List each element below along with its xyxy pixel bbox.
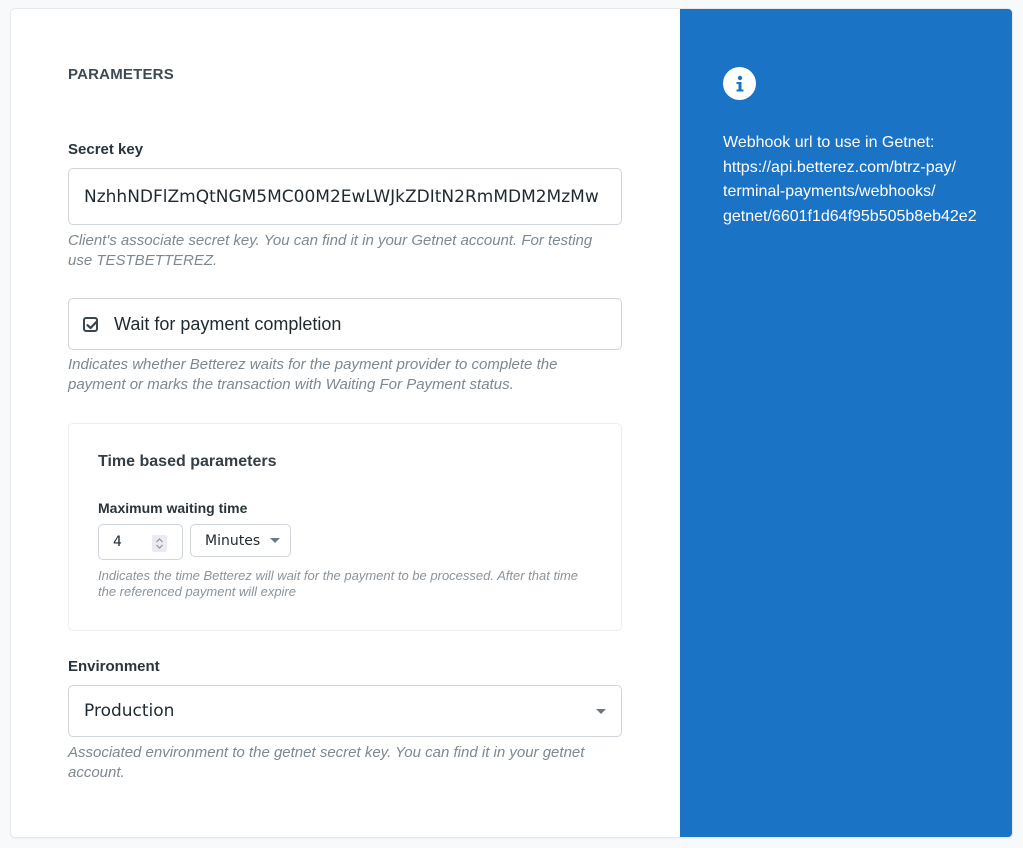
max-waiting-time-label: Maximum waiting time: [98, 500, 248, 516]
secret-key-input[interactable]: [68, 168, 622, 225]
secret-key-value: NzhhNDFlZmQtNGM5MC00M2EwLWJkZDItN2RmMDM2MzMw: [84, 186, 599, 207]
environment-select[interactable]: [68, 685, 622, 737]
max-waiting-time-input[interactable]: [98, 524, 183, 560]
time-unit-select[interactable]: [190, 524, 291, 557]
section-title: PARAMETERS: [68, 66, 174, 83]
environment-label: Environment: [68, 658, 160, 675]
webhook-url-text: [723, 131, 1013, 229]
parameters-card: [10, 8, 1013, 838]
environment-value: Production: [84, 701, 175, 721]
secret-key-help: Client's associate secret key. You can find it in your Getnet account. For testing use TESTBETTEREZ.: [68, 232, 593, 269]
time-unit-value: Minutes: [205, 532, 261, 549]
checkbox-checked-icon[interactable]: [83, 317, 98, 332]
max-waiting-time-help: Indicates the time Betterez will wait for the payment to be processed. After that time the referenced payment will expire: [98, 568, 579, 599]
info-icon: [723, 67, 756, 100]
webhook-line: terminal-payments/webhooks/: [723, 183, 936, 200]
wait-payment-label: Wait for payment completion: [114, 313, 342, 334]
parameters-form: [11, 9, 680, 837]
secret-key-label: Secret key: [68, 141, 144, 158]
number-spinner-icon[interactable]: [152, 535, 167, 552]
webhook-line: Webhook url to use in Getnet:: [723, 134, 935, 151]
webhook-line: getnet/6601f1d64f95b505b8eb42e2: [723, 207, 977, 225]
time-based-parameters-box: [68, 423, 622, 631]
max-waiting-time-value: 4: [113, 534, 122, 550]
chevron-down-icon: [596, 709, 606, 714]
wait-payment-help: Indicates whether Betterez waits for the payment provider to complete the payment or marks the transaction with Waiting For Payment status.: [68, 356, 558, 393]
time-based-parameters-title: Time based parameters: [98, 453, 277, 470]
environment-help: Associated environment to the getnet secret key. You can find it in your getnet account.: [68, 744, 585, 781]
webhook-line: https://api.betterez.com/btrz-pay/: [723, 158, 956, 176]
chevron-down-icon: [270, 538, 280, 543]
wait-payment-checkbox[interactable]: [68, 298, 622, 350]
info-panel: [680, 8, 1013, 838]
